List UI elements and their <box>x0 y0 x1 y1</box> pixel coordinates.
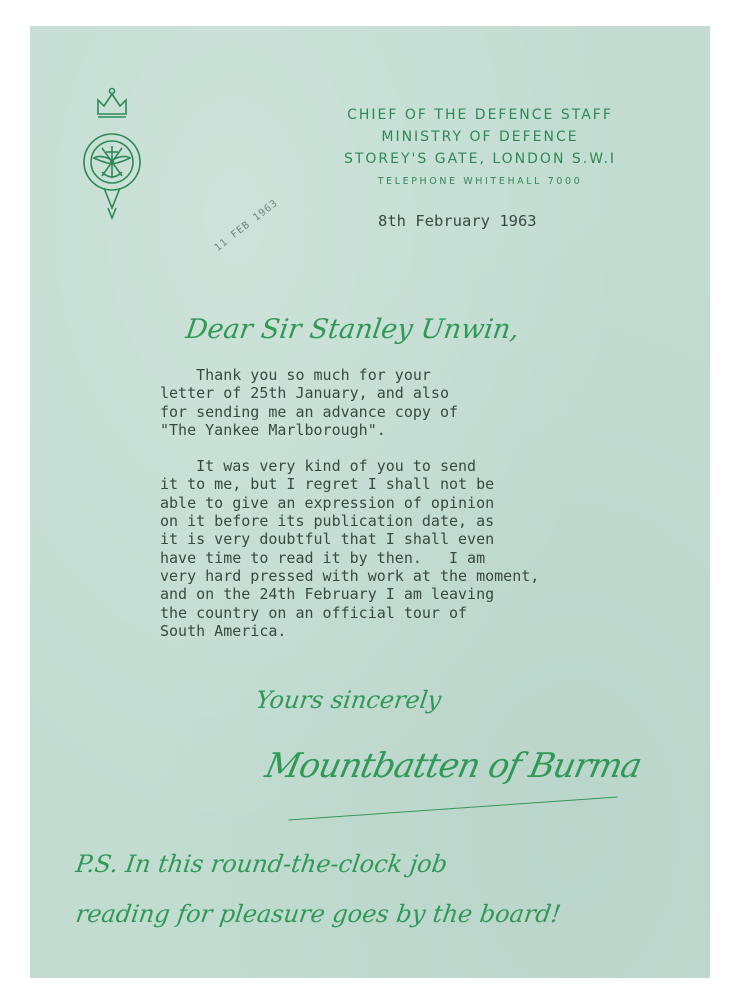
postscript-line-1: P.S. In this round-the-clock job <box>74 850 450 878</box>
letter-body <box>160 366 660 640</box>
letterhead <box>300 104 660 192</box>
letterhead-telephone: TELEPHONE WHITEHALL 7000 <box>377 176 583 187</box>
closing: Yours sincerely <box>254 686 444 714</box>
letterhead-title: CHIEF OF THE DEFENCE STAFF <box>347 107 613 123</box>
letterhead-address: STOREY'S GATE, LONDON S.W.I <box>343 151 617 167</box>
signature-underline <box>288 796 617 820</box>
body-paragraph-1: Thank you so much for your letter of 25th January, and also for sending me an advance copy of "The Yankee Marlborough". <box>160 366 459 439</box>
salutation: Dear Sir Stanley Unwin, <box>183 314 522 345</box>
letterhead-ministry: MINISTRY OF DEFENCE <box>381 129 579 145</box>
letter-sheet <box>30 26 710 978</box>
royal-crest-icon <box>80 84 144 226</box>
letter-date: 8th February 1963 <box>378 212 537 230</box>
received-stamp: 11 FEB 1963 <box>212 197 281 254</box>
body-paragraph-2: It was very kind of you to send it to me, but I regret I shall not be able to give an expression of opinion on it before its publication date, as it is very doubtful that I shall even have time to read it by then. I am very hard pressed with work at the moment, and on the 24th February I am leaving the country on an official tour of South America. <box>160 457 540 640</box>
signature: Mountbatten of Burma <box>261 746 645 786</box>
postscript-line-2: reading for pleasure goes by the board! <box>74 900 563 928</box>
